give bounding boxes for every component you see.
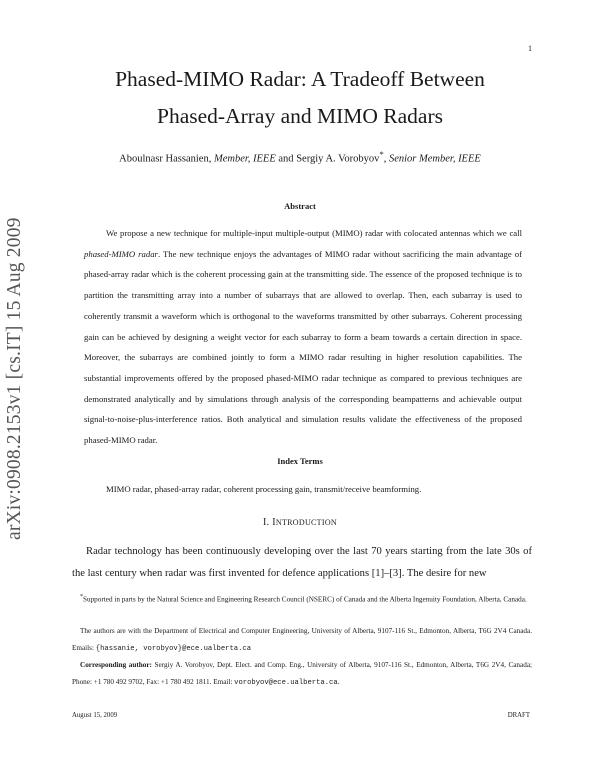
abstract-part-2: . The new technique enjoys the advantages of MIMO radar without sacrificing the main advantage of phased-array radar which is the coherent processing gain at the transmitting side. The essence of the proposed technique is to partition the transmitting array into a number of subarrays that are allowed to overlap. Then, each subarray is used to coherently transmit a waveform which is orthogonal to the waveforms transmitted by other subarrays. Coherent processing gain can be achieved by designing a weight vector for each subarray to form a beam towards a certain direction in space. Moreover, the subarrays are combined jointly to form a MIMO radar resulting in higher resolution capabilities. The substantial improvements offered by the proposed phased-MIMO radar technique as compared to previous techniques are demonstrated analytically and by simulations through analysis of the corresponding beampatterns and achievable output signal-to-noise-plus-interference ratios. Both analytical and simulation results validate the effectiveness of the proposed phased-MIMO radar. bbox=[84, 248, 522, 446]
footnote-affiliation-text: The authors are with the Department of Electrical and Computer Engineering, University of Alberta, 9107-116 St., Edmonton, Alberta, T6G 2V4 Canada. Emails: bbox=[72, 627, 532, 652]
abstract-part-1: We propose a new technique for multiple-input multiple-output (MIMO) radar with colocated antennas which we call bbox=[106, 228, 522, 238]
abstract-heading: Abstract bbox=[284, 201, 316, 211]
author-2-mark: * bbox=[379, 149, 384, 159]
footnote-support-text: Supported in parts by the Natural Science and Engineering Research Council (NSERC) of Canada and the Alberta Ingenuity Foundation, Alberta, Canada. bbox=[83, 595, 527, 604]
author-2: Sergiy A. Vorobyov bbox=[296, 153, 380, 165]
abstract-body bbox=[84, 223, 522, 451]
section-title-rest: NTRODUCTION bbox=[275, 518, 337, 527]
author-emails[interactable]: {hassanie, vorobyov}@ece.ualberta.ca bbox=[95, 645, 252, 653]
author-2-role: Senior Member, IEEE bbox=[388, 153, 481, 165]
section-heading-introduction bbox=[0, 517, 600, 528]
footer-date: August 15, 2009 bbox=[72, 712, 118, 719]
introduction-paragraph: Radar technology has been continuously developing over the last 70 years starting from the late 30s of the last century when radar was first invented for defence applications [1]–[3]. The desire for new bbox=[72, 546, 532, 579]
corresponding-author-label: Corresponding author: bbox=[80, 661, 152, 669]
paper-title bbox=[0, 61, 600, 135]
section-title-initial: I bbox=[272, 517, 276, 528]
title-line-2: Phased-Array and MIMO Radars bbox=[157, 104, 443, 128]
corresponding-author-text: Sergiy A. Vorobyov, Dept. Elect. and Comp. Eng., University of Alberta, 9107-116 St., Edmonton, Alberta, T6G 2V4, Canada; Phone: +1 780 492 9702, Fax: +1 780 492 1811. Email: bbox=[72, 661, 533, 686]
footnote-corresponding-author bbox=[72, 657, 532, 692]
footnote-affiliation bbox=[72, 623, 532, 658]
footer-draft-label: DRAFT bbox=[507, 712, 530, 719]
corresponding-author-email[interactable]: vorobyov@ece.ualberta.ca bbox=[234, 679, 338, 687]
author-line: Aboulnasr Hassanien, Member, IEEE and Sergiy A. Vorobyov*, Senior Member, IEEE bbox=[119, 149, 481, 165]
index-terms-text: MIMO radar, phased-array radar, coherent processing gain, transmit/receive beamforming. bbox=[106, 484, 422, 494]
abstract-emphasis: phased-MIMO radar bbox=[84, 248, 158, 259]
corresponding-author-end: . bbox=[337, 678, 340, 686]
section-number: I. bbox=[263, 517, 270, 528]
footnote-support-mark: * bbox=[80, 594, 83, 600]
arxiv-identifier[interactable]: arXiv:0908.2153v1 [cs.IT] 15 Aug 2009 bbox=[4, 217, 25, 540]
index-terms-heading: Index Terms bbox=[277, 456, 323, 466]
author-1-role: Member, IEEE bbox=[213, 153, 276, 165]
author-conjunction: and bbox=[278, 153, 294, 165]
title-line-1: Phased-MIMO Radar: A Tradeoff Between bbox=[115, 67, 485, 91]
author-1: Aboulnasr Hassanien, bbox=[119, 153, 212, 165]
footnote-support bbox=[72, 589, 532, 608]
page-number: 1 bbox=[528, 44, 532, 53]
